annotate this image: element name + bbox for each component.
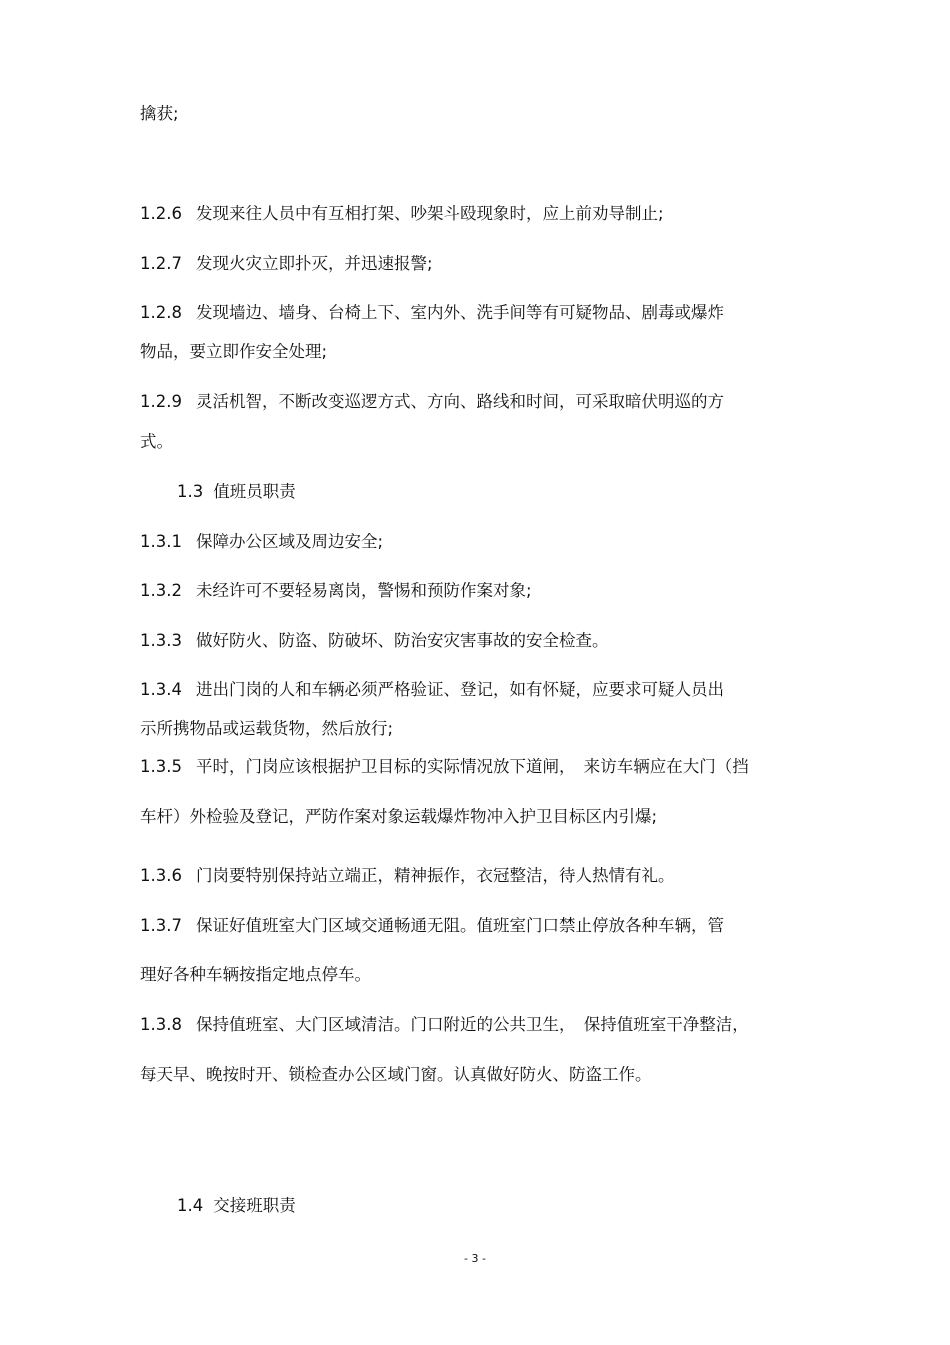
- clause-1-3-2: [140, 580, 532, 602]
- clause-1-2-9: [140, 391, 724, 413]
- line-text: 物品，要立即作安全处理;: [140, 342, 328, 361]
- clause-number: 1.3.2: [140, 581, 182, 600]
- clause-number: 1.3.3: [140, 631, 182, 650]
- clause-number: 1.3.6: [140, 866, 182, 885]
- clause-number: 1.3.5: [140, 757, 182, 776]
- section-number: 1.4: [177, 1196, 204, 1215]
- clause-number: 1.3.4: [140, 680, 182, 699]
- line-text: 车杆）外检验及登记，严防作案对象运载爆炸物冲入护卫目标区内引爆;: [140, 807, 658, 826]
- line-text: 每天早、晚按时开、锁检查办公区域门窗。认真做好防火、防盗工作。: [140, 1065, 652, 1084]
- clause-number: 1.2.9: [140, 392, 182, 411]
- line-text: 理好各种车辆按指定地点停车。: [140, 965, 371, 984]
- text-line: [140, 806, 657, 828]
- page-number: - 3 -: [464, 1252, 486, 1265]
- clause-1-3-8: [140, 1014, 749, 1036]
- section-number: 1.3: [177, 482, 204, 501]
- clause-1-2-8: [140, 302, 724, 324]
- clause-text: 发现火灾立即扑灭，并迅速报警;: [195, 254, 433, 273]
- line-text: 擒获;: [140, 104, 179, 123]
- clause-text: 保障办公区域及周边安全;: [195, 532, 384, 551]
- clause-text: 门岗要特别保持站立端正，精神振作，衣冠整洁，待人热情有礼。: [195, 866, 675, 885]
- line-text: 示所携物品或运载货物，然后放行;: [140, 719, 394, 738]
- text-line: [140, 718, 393, 740]
- clause-number: 1.2.7: [140, 254, 182, 273]
- section-heading-1-4: [177, 1195, 296, 1217]
- clause-number: 1.3.8: [140, 1015, 182, 1034]
- section-title: 值班员职责: [213, 482, 296, 501]
- text-line: [140, 341, 327, 363]
- clause-1-3-6: [140, 865, 674, 887]
- clause-1-2-7: [140, 253, 433, 275]
- clause-text: 发现墙边、墙身、台椅上下、室内外、洗手间等有可疑物品、剧毒或爆炸: [195, 303, 724, 322]
- clause-text: 保持值班室、大门区域清洁。门口附近的公共卫生， 保持值班室干净整洁，: [195, 1015, 749, 1034]
- section-heading-1-3: [177, 481, 296, 503]
- line-text: 式。: [140, 432, 173, 451]
- clause-text: 平时，门岗应该根据护卫目标的实际情况放下道闸， 来访车辆应在大门（挡: [195, 757, 749, 776]
- clause-text: 灵活机智，不断改变巡逻方式、方向、路线和时间，可采取暗伏明巡的方: [195, 392, 724, 411]
- clause-1-3-7: [140, 915, 724, 937]
- clause-text: 保证好值班室大门区域交通畅通无阻。值班室门口禁止停放各种车辆，管: [195, 916, 724, 935]
- clause-text: 进出门岗的人和车辆必须严格验证、登记，如有怀疑，应要求可疑人员出: [195, 680, 724, 699]
- clause-1-3-4: [140, 679, 724, 701]
- clause-1-3-3: [140, 630, 608, 652]
- clause-number: 1.2.8: [140, 303, 182, 322]
- clause-1-3-1: [140, 531, 383, 553]
- text-line: [140, 1064, 652, 1086]
- clause-1-3-5: [140, 756, 749, 778]
- clause-text: 做好防火、防盗、防破坏、防治安灾害事故的安全检查。: [195, 631, 609, 650]
- clause-number: 1.2.6: [140, 204, 182, 223]
- clause-number: 1.3.1: [140, 532, 182, 551]
- clause-text: 未经许可不要轻易离岗，警惕和预防作案对象;: [195, 581, 532, 600]
- clause-number: 1.3.7: [140, 916, 182, 935]
- section-title: 交接班职责: [213, 1196, 296, 1215]
- clause-1-2-6: [140, 203, 664, 225]
- text-line: [140, 964, 371, 986]
- clause-text: 发现来往人员中有互相打架、吵架斗殴现象时，应上前劝导制止;: [195, 204, 664, 223]
- text-line: [140, 103, 179, 125]
- text-line: [140, 431, 173, 453]
